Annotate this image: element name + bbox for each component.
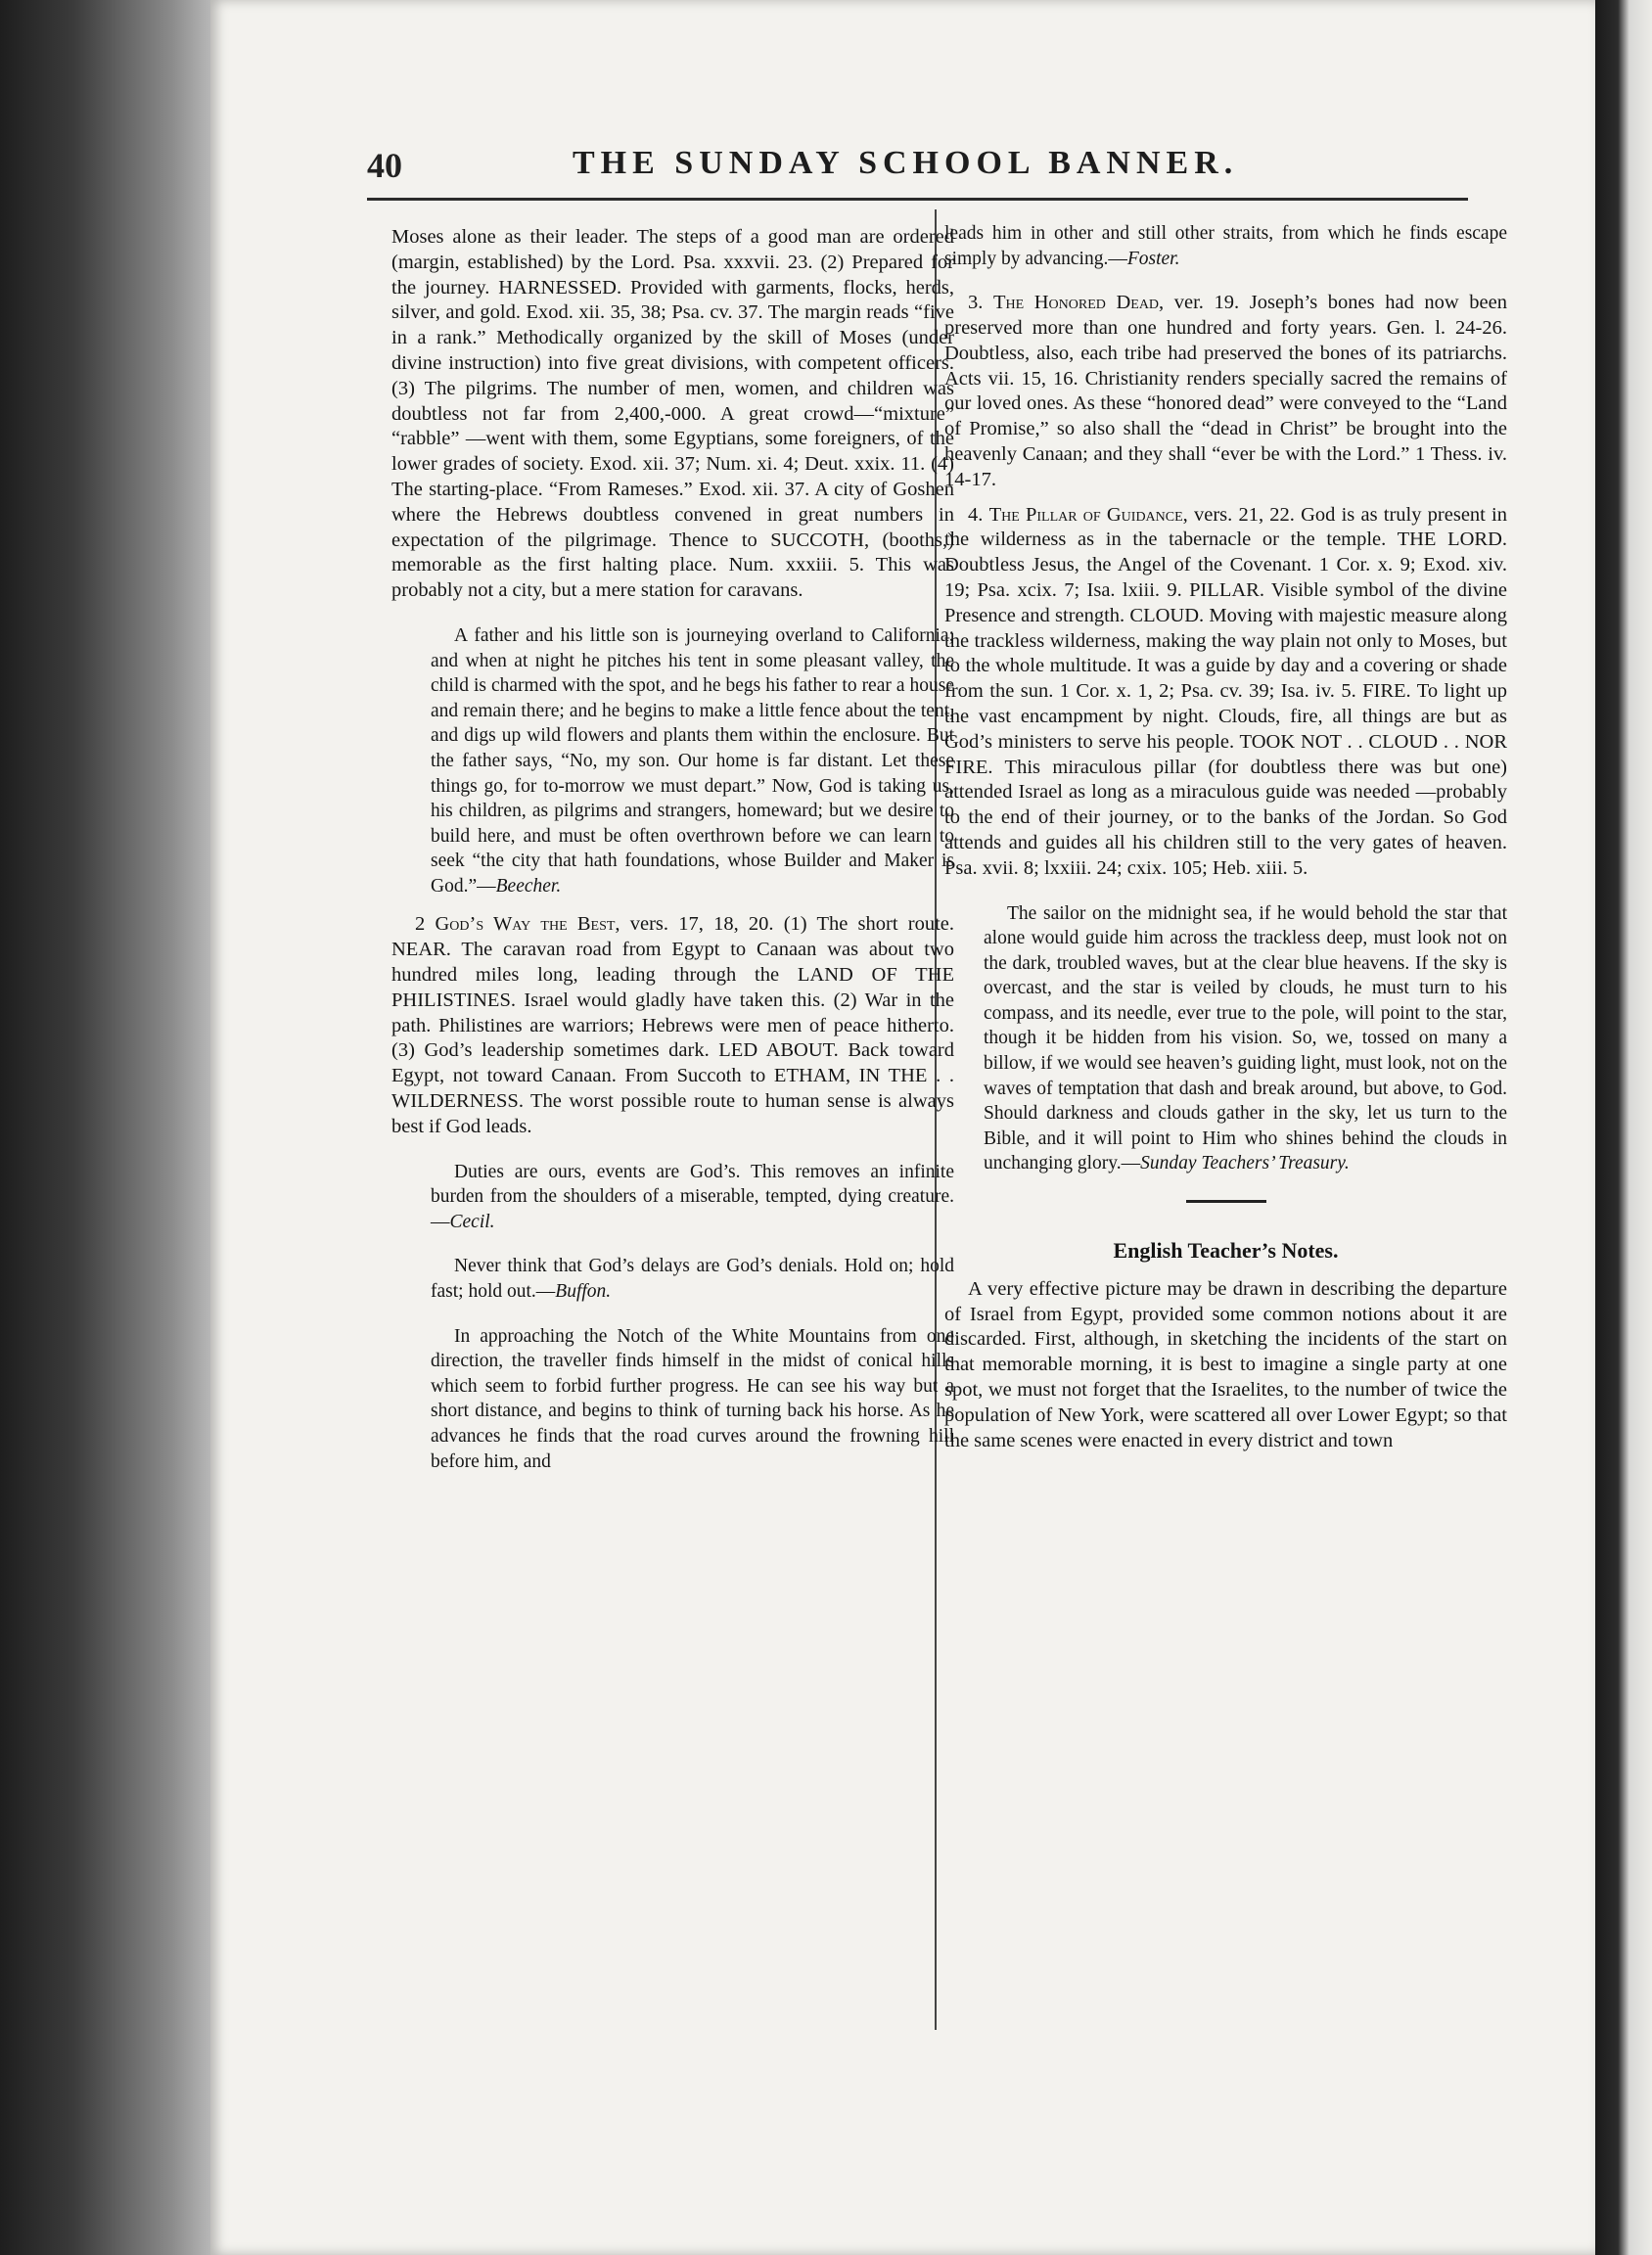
section-number: 2 (415, 913, 426, 936)
quote-credit: Beecher. (495, 875, 562, 897)
header-rule (367, 198, 1468, 201)
quote-credit: Foster. (1126, 248, 1180, 269)
section-number: 3. (968, 292, 984, 314)
paragraph-pillar-of-guidance (944, 503, 1507, 882)
left-column (391, 225, 954, 1488)
quote-duties (431, 1160, 954, 1235)
quote-credit: Cecil. (449, 1211, 495, 1232)
section-body: , vers. 21, 22. God is as truly present in the wilderness as in the tabernacle or the temple. THE LORD. Doubtless Jesus, the Angel of the Covenant. 1 Cor. x. 9; Exod. xiv. 19; Psa. xcix. 7; Isa. lxiii. 9. PILLAR. Visible symbol of the divine Presence and strength. CLOUD. Moving with majestic measure along the trackless wilderness, making the way plain not only to Moses, but to the whole multitude. It was a guide by day and a covering or shade from the sun. 1 Cor. x. 1, 2; Psa. cv. 39; Isa. iv. 5. FIRE. To light up the vast encampment by night. Clouds, fire, all things are but as God’s ministers to serve his people. TOOK NOT . . CLOUD . . NOR FIRE. This miraculous pillar (for doubtless there was but one) attended Israel as long as a miraculous guide was needed —probably to the end of their journey, or to the banks of the Jordan. So God attends and guides all his children still to the very gates of heaven. Psa. xvii. 8; lxxiii. 24; cxix. 105; Heb. xiii. 5. (944, 503, 1508, 879)
quote-text: Duties are ours, events are God’s. This removes an infinite burden from the shoulders of a miserable, tempted, dying creature. — (431, 1161, 954, 1232)
section-body: , vers. 17, 18, 20. (1) The short route. NEAR. The caravan road from Egypt to Canaan was about two hundred miles long, leading through the LAND OF THE PHILISTINES. Israel would gladly have taken this. (2) War in the path. Philistines are warriors; Hebrews were men of peace hitherto. (3) God’s leadership sometimes dark. LED ABOUT. Back toward Egypt, not toward Canaan. From Succoth to ETHAM, IN THE . . WILDERNESS. The worst possible route to human sense is always best if God leads. (391, 913, 954, 1137)
quote-text: Never think that God’s delays are God’s denials. Hold on; hold fast; hold out.— (431, 1256, 954, 1303)
quote-text: The sailor on the midnight sea, if he would behold the star that alone would guide him across the trackless deep, must look not on the dark, troubled waves, but at the clear blue heavens. If the sky is overcast, and the star is veiled by clouds, he must turn to his compass, and its needle, ever true to the pole, will point to the star, though it be hidden from his vision. So, we, tossed on many a billow, if we would see heaven’s guiding light, must look, not on the waves of temptation that dash and break around, but above, to God. Should darkness and clouds gather in the sky, let us turn to the Bible, and it will point to Him who shines behind the clouds in unchanging glory.— (984, 902, 1507, 1174)
quote-sailor (984, 901, 1507, 1177)
section-divider (1186, 1200, 1266, 1203)
quote-text: In approaching the Notch of the White Mountains from one direction, the traveller finds himself in the midst of conical hills which seem to forbid further progress. He can see his way but a short distance, and begins to think of turning back his horse. As he advances he finds that the road curves around the frowning hill before him, and (431, 1325, 954, 1472)
section-number: 4. (968, 503, 984, 526)
paragraph-teacher-notes: A very effective picture may be drawn in describing the departure of Israel from Egypt, provided some common notions about it are discarded. First, although, in sketching the incidents of the start on that memorable morning, it is best to imagine a single party at one spot, we must not forget that the Israelites, to the number of twice the population of New York, were scattered all over Lower Egypt; so that the same scenes were enacted in every district and town (944, 1277, 1507, 1451)
quote-credit: Sunday Teachers’ Treasury. (1140, 1153, 1350, 1174)
quote-white-mountains (431, 1324, 954, 1475)
quote-father-and-son (431, 623, 954, 899)
quote-credit: Buffon. (555, 1281, 612, 1303)
facing-page-edge (1595, 0, 1652, 2255)
quote-delays (431, 1254, 954, 1304)
section-title: God’s Way the Best (435, 913, 616, 936)
right-column (944, 225, 1507, 1463)
book-spine-shadow (0, 0, 210, 2255)
paragraph-honored-dead (944, 291, 1507, 492)
running-head (367, 145, 1473, 194)
section-body: , ver. 19. Joseph’s bones had now been preserved more than one hundred and forty years. Gen. l. 24-26. Doubtless, also, each tribe had preserved the bones of its patriarchs. Acts vii. 15, 16. Christianity renders specially sacred the remains of our loved ones. As these “honored dead” were conveyed to the “Land of Promise,” so also shall the “dead in Christ” be brought into the heavenly Canaan; and they shall “ever be with the Lord.” 1 Thess. iv. 14-17. (944, 292, 1507, 490)
section-heading: English Teacher’s Notes. (1113, 1238, 1339, 1264)
quote-text: leads him in other and still other straits, from which he finds escape simply by advancing.— (944, 223, 1507, 269)
section-title: The Honored Dead (992, 292, 1160, 314)
journal-title: THE SUNDAY SCHOOL BANNER. (573, 145, 1239, 181)
paragraph-pilgrimage: Moses alone as their leader. The steps of a good man are ordered (margin, established) by the Lord. Psa. xxxvii. 23. (2) Prepared for the journey. HARNESSED. Provided with garments, flocks, herds, silver, and gold. Exod. xii. 35, 38; Psa. cv. 37. The margin reads “five in a rank.” Methodically organized by the skill of Moses (under divine instruction) into five great divisions, with competent officers. (3) The pilgrims. The number of men, women, and children was doubtless not far from 2,400,-000. A great crowd—“mixture” “rabble” —went with them, some Egyptians, some foreigners, of the lower grades of society. Exod. xii. 37; Num. xi. 4; Deut. xxix. 11. (4) The starting-place. “From Rameses.” Exod. xii. 37. A city of Goshen where the Hebrews doubtless convened in great numbers in expectation of the pilgrimage. Thence to SUCCOTH, (booths,) memorable as the first halting place. Num. xxxiii. 5. This was probably not a city, but a mere station for caravans. (391, 226, 954, 602)
page-number: 40 (367, 146, 402, 185)
section-title: The Pillar of Guidance (988, 503, 1183, 526)
quote-text: A father and his little son is journeying overland to California; and when at night he pitches his tent in some pleasant valley, the child is charmed with the spot, and he begs his father to rear a house and remain there; and he begins to make a little fence about the tent, and digs up wild flowers and plants them within the enclosure. But the father says, “No, my son. Our home is far distant. Let these things go, for to-morrow we must depart.” Now, God is taking us, his children, as pilgrims and strangers, homeward; but we desire to build here, and must be often overthrown before we can learn to seek “the city that hath foundations, whose Builder and Maker is God.”— (431, 624, 954, 897)
quote-continuation (944, 221, 1507, 271)
paragraph-gods-way (391, 912, 954, 1139)
